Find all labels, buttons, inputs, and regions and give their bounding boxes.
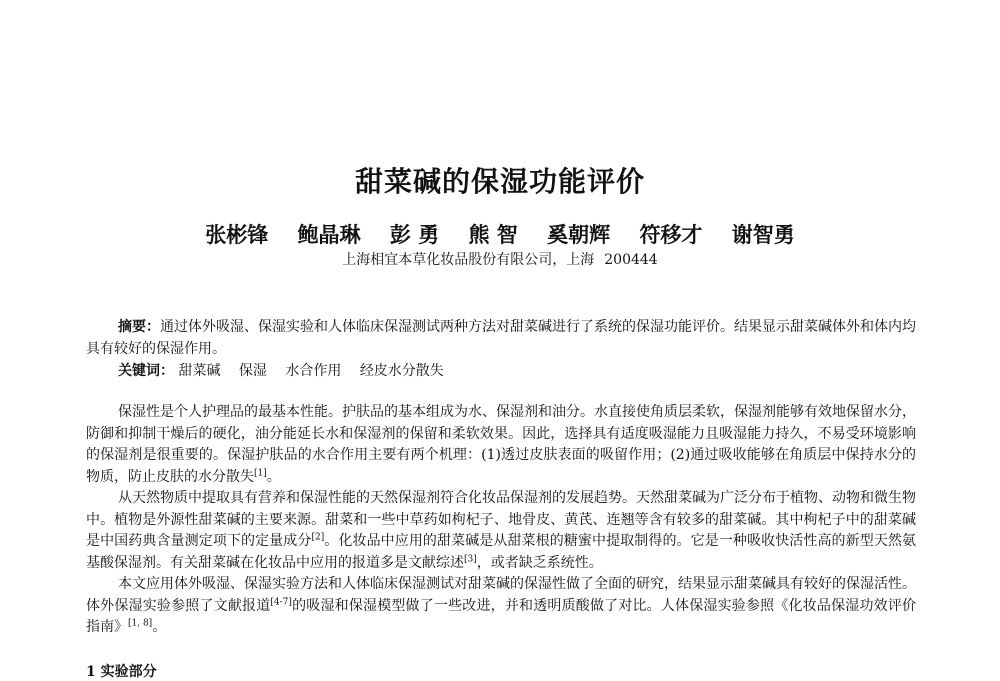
author-name: 彭 勇 <box>389 222 440 247</box>
keyword: 保湿 <box>238 363 267 379</box>
author-list <box>0 219 1000 249</box>
paragraph-text: 。 <box>266 468 281 485</box>
affiliation-org: 上海相宜本草化妆品股份有限公司，上海 <box>342 252 595 268</box>
citation: [3] <box>464 553 477 564</box>
section-heading: 1 实验部分 <box>86 664 157 680</box>
author-name: 熊 智 <box>468 222 518 247</box>
paragraph-text: 。 <box>152 619 167 635</box>
paragraph-text: 的吸湿和保湿模型做了一些改进，并和透明质酸做了对比。人体保湿实验参照《化妆品保湿功效评价指南》 <box>86 597 916 635</box>
author-name: 鲍晶琳 <box>297 222 361 247</box>
paragraph-text: 保湿性是个人护理品的最基本性能。护肤品的基本组成为水、保湿剂和油分。水直接使角质层柔软，保湿剂能够有效地保留水分，防御和抑制干燥后的硬化，油分能延长水和保湿剂的保留和柔软效果。因此，选择具有适度吸湿能力且吸湿能力持久，不易受环境影响的保湿剂是很重要的。保湿护肤品的水合作用主要有两个机理：(1)透过皮肤表面的吸留作用；(2)通过吸收能够在角质层中保持水分的物质，防止皮肤的水分散失 <box>86 404 916 485</box>
keyword: 甜菜碱 <box>178 363 221 379</box>
author-name: 奚朝辉 <box>547 222 611 247</box>
citation: [2] <box>311 532 325 543</box>
author-name: 符移才 <box>639 222 703 247</box>
keyword: 经皮水分散失 <box>359 363 444 379</box>
affiliation <box>0 249 1000 269</box>
citation: [4-7] <box>270 596 292 607</box>
citation: [1, 8] <box>128 618 153 629</box>
keyword: 水合作用 <box>285 363 342 379</box>
body-text <box>86 402 916 639</box>
citation: [1] <box>254 467 267 478</box>
abstract-label: 摘要： <box>118 319 160 335</box>
abstract <box>86 316 916 360</box>
paragraph <box>86 402 916 488</box>
abstract-text: 通过体外吸湿、保湿实验和人体临床保湿测试两种方法对甜菜碱进行了系统的保湿功能评价。结果显示甜菜碱体外和体内均具有较好的保湿作用。 <box>86 319 916 357</box>
author-name: 张彬锋 <box>205 222 269 247</box>
paragraph-text: 从天然物质中提取具有营养和保湿性能的天然保湿剂符合化妆品保湿剂的发展趋势。天然甜菜碱为广泛分布于植物、动物和微生物中。植物是外源性甜菜碱的主要来源。甜菜和一些中草药如枸杞子、地骨皮、黄芪、连翘等含有较多的甜菜碱。其中枸杞子中的甜菜碱是中国药典含量测定项下的定量成分 <box>86 490 916 549</box>
paragraph-text: ，或者缺乏系统性。 <box>476 554 603 571</box>
keywords <box>118 360 908 382</box>
paragraph <box>86 574 916 639</box>
affiliation-postcode: 200444 <box>604 252 658 268</box>
paper-title: 甜菜碱的保湿功能评价 <box>354 165 645 198</box>
paragraph-text: 本文应用体外吸湿、保湿实验方法和人体临床保湿测试对甜菜碱的保湿性做了全面的研究，结果显示甜菜碱具有较好的保湿活性。体外保湿实验参照了文献报道 <box>86 576 916 614</box>
paragraph-text: 。化妆品中应用的甜菜碱是从甜菜根的糖蜜中提取制得的。它是一种吸收快活性高的新型天然氨基酸保湿剂。有关甜菜碱在化妆品中应用的报道多是文献综述 <box>86 533 917 571</box>
author-name: 谢智勇 <box>731 222 795 247</box>
paragraph <box>86 488 916 574</box>
keywords-label: 关键词： <box>118 363 174 379</box>
